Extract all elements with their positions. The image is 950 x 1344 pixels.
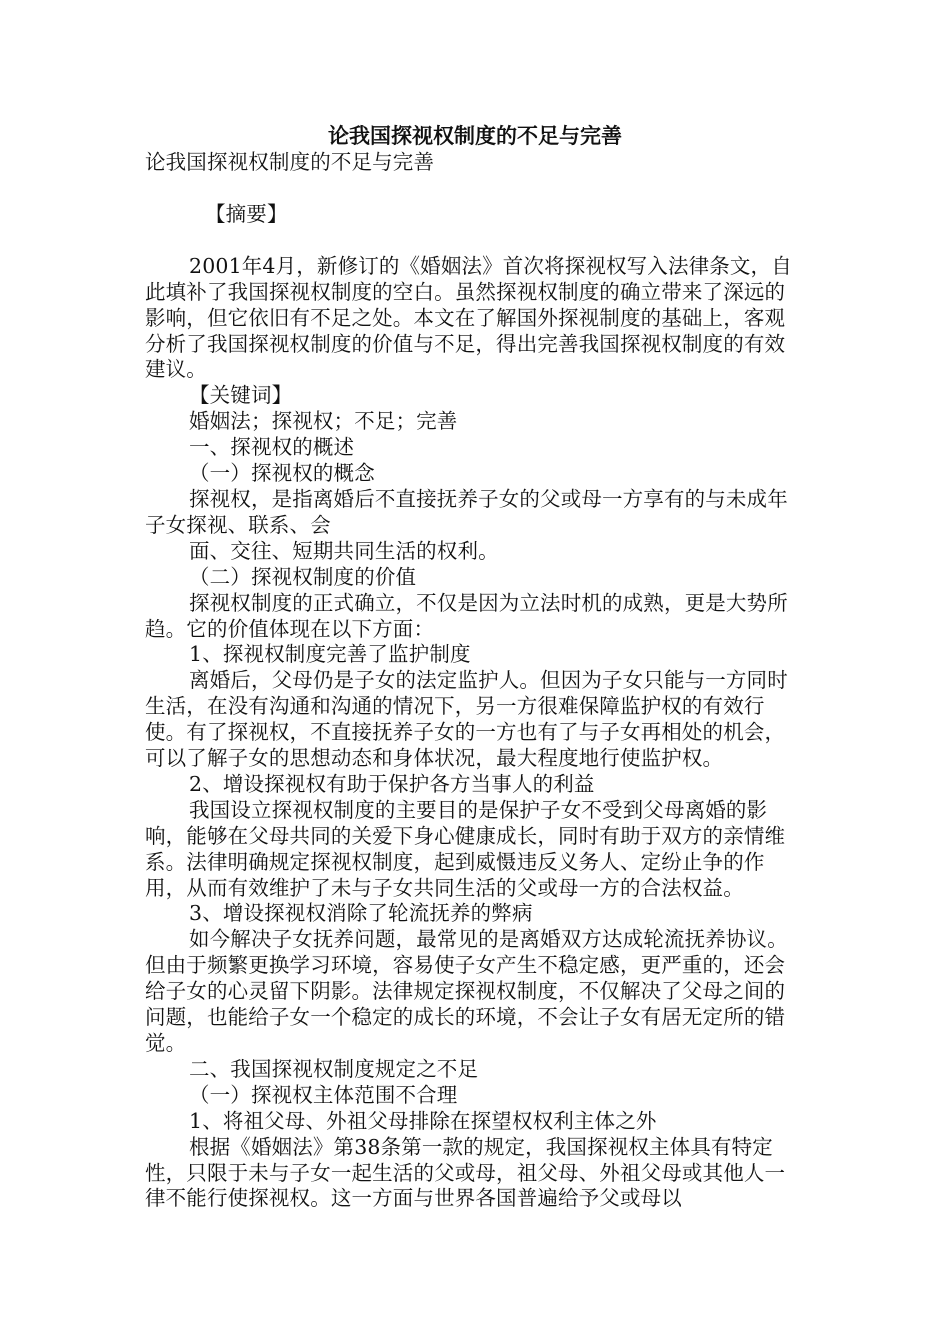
blank-line — [145, 176, 805, 202]
blank-line — [145, 228, 805, 254]
document-body — [145, 150, 805, 1212]
subsection-heading: （一）探视权的概念 — [189, 461, 375, 486]
section-heading: 一、探视权的概述 — [189, 435, 355, 460]
document-title: 论我国探视权制度的不足与完善 — [328, 124, 622, 148]
paragraph: 我国设立探视权制度的主要目的是保护子女不受到父母离婚的影响，能够在父母共同的关爱下身心健康成长，同时有助于双方的亲情维系。法律明确规定探视权制度，起到威慑违反义务人、定纷止争的作用，从而有效维护了未与子女共同生活的父或母一方的合法权益。 — [145, 797, 786, 900]
keywords-heading: 【关键词】 — [189, 383, 293, 408]
abstract-paragraph: 2001年4月，新修订的《婚姻法》首次将探视权写入法律条文，自此填补了我国探视权制度的空白。虽然探视权制度的确立带来了深远的影响，但它依旧有不足之处。本文在了解国外探视制度的基础上，客观分析了我国探视权制度的价值与不足，得出完善我国探视权制度的有效建议。 — [145, 253, 792, 382]
paragraph: 探视权制度的正式确立，不仅是因为立法时机的成熟，更是大势所趋。它的价值体现在以下方面： — [145, 590, 788, 641]
paragraph: 离婚后，父母仍是子女的法定监护人。但因为子女只能与一方同时生活，在没有沟通和沟通的情况下，另一方很难保障监护权的有效行使。有了探视权，不直接抚养子女的一方也有了与子女再相处的机会，可以了解子女的思想动态和身体状况，最大程度地行使监护权。 — [145, 668, 788, 771]
paragraph: 面、交往、短期共同生活的权利。 — [189, 538, 499, 563]
point-heading: 3、增设探视权消除了轮流抚养的弊病 — [189, 901, 533, 926]
paragraph: 根据《婚姻法》第38条第一款的规定，我国探视权主体具有特定性，只限于未与子女一起生活的父或母，祖父母、外祖父母或其他人一律不能行使探视权。这一方面与世界各国普遍给予父或母以 — [145, 1134, 786, 1211]
point-heading: 1、将祖父母、外祖父母排除在探望权权利主体之外 — [189, 1108, 657, 1133]
abstract-heading: 【摘要】 — [205, 201, 288, 226]
point-heading: 2、增设探视权有助于保护各方当事人的利益 — [189, 771, 595, 796]
section-heading: 二、我国探视权制度规定之不足 — [189, 1056, 479, 1081]
subsection-heading: （一）探视权主体范围不合理 — [189, 1082, 458, 1107]
point-heading: 1、探视权制度完善了监护制度 — [189, 642, 471, 667]
subsection-heading: （二）探视权制度的价值 — [189, 564, 417, 589]
paragraph: 探视权，是指离婚后不直接抚养子女的父或母一方享有的与未成年子女探视、联系、会 — [145, 486, 788, 537]
document-subtitle: 论我国探视权制度的不足与完善 — [145, 150, 435, 174]
keywords-text: 婚姻法；探视权；不足；完善 — [189, 409, 458, 434]
paragraph: 如今解决子女抚养问题，最常见的是离婚双方达成轮流抚养协议。但由于频繁更换学习环境，容易使子女产生不稳定感，更严重的，还会给子女的心灵留下阴影。法律规定探视权制度，不仅解决了父母之间的问题，也能给子女一个稳定的成长的环境，不会让子女有居无定所的错觉。 — [145, 927, 788, 1055]
